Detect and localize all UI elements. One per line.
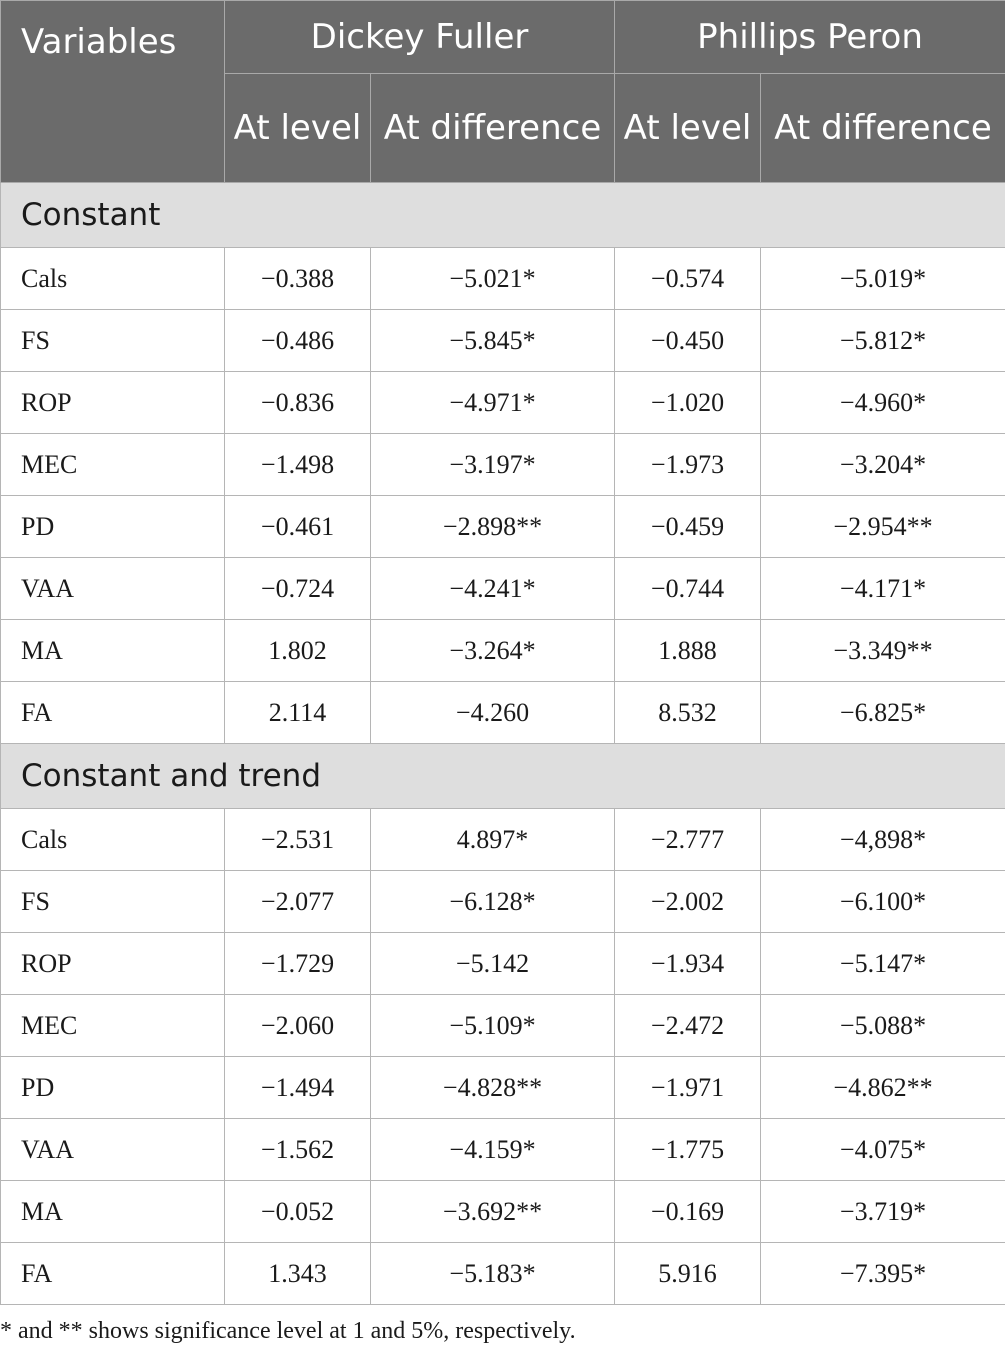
table-row [1, 372, 1005, 434]
variable-name: Cals [1, 248, 225, 310]
stat-value: −0.836 [225, 372, 371, 434]
table-row [1, 496, 1005, 558]
stat-value: −0.486 [225, 310, 371, 372]
stat-value: −5.021* [371, 248, 615, 310]
section-title: Constant [1, 183, 1005, 248]
variable-name: Cals [1, 809, 225, 871]
stat-value: −5.812* [761, 310, 1005, 372]
table-row [1, 1119, 1005, 1181]
dickey-fuller-header: Dickey Fuller [225, 1, 615, 74]
stat-value: −1.934 [615, 933, 761, 995]
stat-value: −0.169 [615, 1181, 761, 1243]
stat-value: −7.395* [761, 1243, 1005, 1305]
section-row [1, 744, 1005, 809]
stat-value: −0.574 [615, 248, 761, 310]
stat-value: −4.260 [371, 682, 615, 744]
stat-value: −2.060 [225, 995, 371, 1057]
stat-value: −6.825* [761, 682, 1005, 744]
stat-value: 4.897* [371, 809, 615, 871]
stat-value: −1.498 [225, 434, 371, 496]
table-row [1, 248, 1005, 310]
stat-value: −2.002 [615, 871, 761, 933]
section-row [1, 183, 1005, 248]
stat-value: −5.845* [371, 310, 615, 372]
stat-value: −3.692** [371, 1181, 615, 1243]
stat-value: −1.020 [615, 372, 761, 434]
stat-value: 1.343 [225, 1243, 371, 1305]
variables-header: Variables [1, 1, 225, 183]
table-row [1, 434, 1005, 496]
variable-name: MEC [1, 995, 225, 1057]
stat-value: −6.100* [761, 871, 1005, 933]
stat-value: 1.888 [615, 620, 761, 682]
variable-name: FA [1, 1243, 225, 1305]
table-body [1, 183, 1005, 1305]
stat-value: −4,898* [761, 809, 1005, 871]
stat-value: −1.729 [225, 933, 371, 995]
stat-value: −4.960* [761, 372, 1005, 434]
table-row [1, 682, 1005, 744]
stat-value: −2.531 [225, 809, 371, 871]
table-row [1, 310, 1005, 372]
stat-value: 1.802 [225, 620, 371, 682]
stat-value: −3.349** [761, 620, 1005, 682]
stat-value: −1.775 [615, 1119, 761, 1181]
variable-name: PD [1, 1057, 225, 1119]
stat-value: −3.197* [371, 434, 615, 496]
stat-value: −0.450 [615, 310, 761, 372]
variable-name: MA [1, 1181, 225, 1243]
variable-name: ROP [1, 933, 225, 995]
variable-name: FS [1, 871, 225, 933]
stat-value: −4.159* [371, 1119, 615, 1181]
stat-value: −3.204* [761, 434, 1005, 496]
stat-value: −4.862** [761, 1057, 1005, 1119]
stat-value: −0.744 [615, 558, 761, 620]
pp-difference-header: At difference [761, 74, 1005, 183]
stat-value: −0.052 [225, 1181, 371, 1243]
stat-value: −5.019* [761, 248, 1005, 310]
stat-value: −2.077 [225, 871, 371, 933]
stat-value: −1.562 [225, 1119, 371, 1181]
variable-name: MEC [1, 434, 225, 496]
table-row [1, 871, 1005, 933]
stat-value: −5.109* [371, 995, 615, 1057]
df-difference-header: At difference [371, 74, 615, 183]
stat-value: −0.461 [225, 496, 371, 558]
table-row [1, 809, 1005, 871]
df-level-header: At level [225, 74, 371, 183]
stat-value: −2.777 [615, 809, 761, 871]
variable-name: FS [1, 310, 225, 372]
stat-value: 8.532 [615, 682, 761, 744]
table-row [1, 1057, 1005, 1119]
stat-value: 5.916 [615, 1243, 761, 1305]
stat-value: −0.459 [615, 496, 761, 558]
table-row [1, 1243, 1005, 1305]
table-row [1, 558, 1005, 620]
variable-name: PD [1, 496, 225, 558]
stat-value: −5.142 [371, 933, 615, 995]
variable-name: VAA [1, 558, 225, 620]
stat-value: −4.075* [761, 1119, 1005, 1181]
table-row [1, 933, 1005, 995]
variable-name: ROP [1, 372, 225, 434]
stat-value: −5.088* [761, 995, 1005, 1057]
stat-value: −2.472 [615, 995, 761, 1057]
table-row [1, 620, 1005, 682]
stat-value: −3.719* [761, 1181, 1005, 1243]
stat-value: −6.128* [371, 871, 615, 933]
phillips-peron-header: Phillips Peron [615, 1, 1005, 74]
stat-value: −5.183* [371, 1243, 615, 1305]
stat-value: −5.147* [761, 933, 1005, 995]
table-row [1, 1181, 1005, 1243]
variable-name: MA [1, 620, 225, 682]
stat-value: −2.898** [371, 496, 615, 558]
table-row [1, 995, 1005, 1057]
stat-value: −1.971 [615, 1057, 761, 1119]
stat-value: −4.241* [371, 558, 615, 620]
table-footnote: * and ** shows significance level at 1 and 5%, respectively. [0, 1318, 576, 1344]
table-header [1, 1, 1005, 183]
stat-value: 2.114 [225, 682, 371, 744]
stat-value: −4.171* [761, 558, 1005, 620]
section-title: Constant and trend [1, 744, 1005, 809]
stat-value: −0.388 [225, 248, 371, 310]
variable-name: VAA [1, 1119, 225, 1181]
variable-name: FA [1, 682, 225, 744]
stat-value: −1.494 [225, 1057, 371, 1119]
stat-value: −2.954** [761, 496, 1005, 558]
stat-value: −0.724 [225, 558, 371, 620]
stat-value: −4.971* [371, 372, 615, 434]
pp-level-header: At level [615, 74, 761, 183]
stat-value: −1.973 [615, 434, 761, 496]
stat-value: −3.264* [371, 620, 615, 682]
stat-value: −4.828** [371, 1057, 615, 1119]
